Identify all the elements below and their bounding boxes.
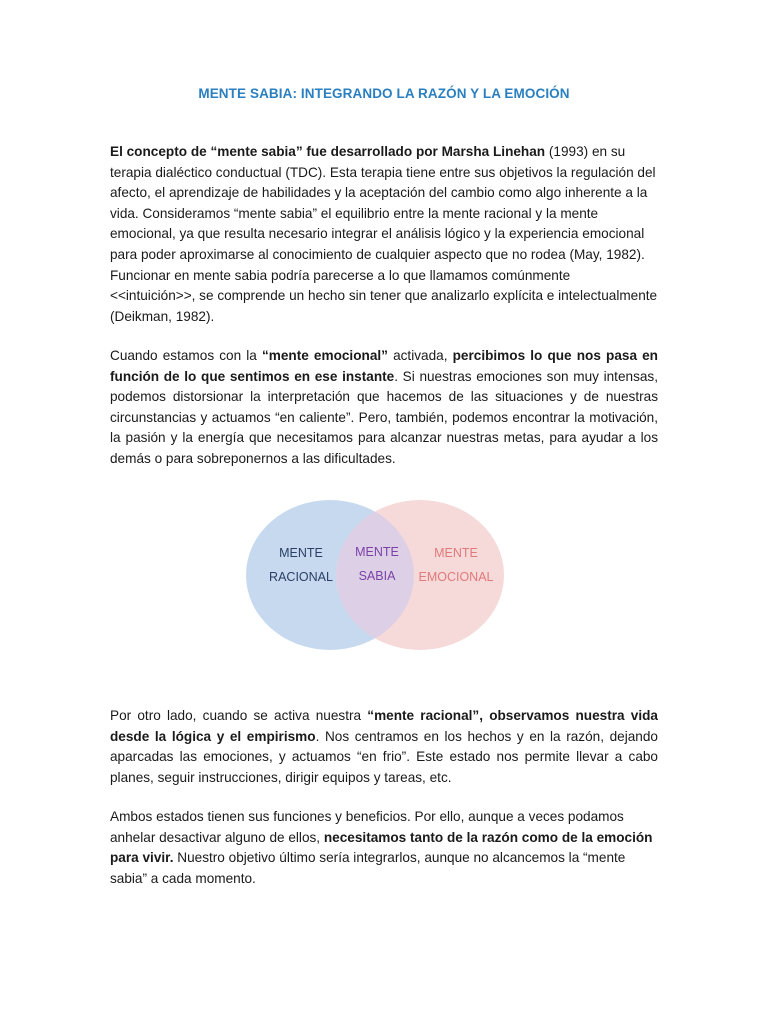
venn-label-rational-line1: MENTE: [279, 546, 323, 560]
paragraph-rational-mind: [110, 706, 658, 788]
bold-span: “mente racional”, observamos nuestra vida desde la lógica y el empirismo: [110, 708, 658, 744]
text-span: Cuando estamos con la: [110, 348, 262, 363]
text-span: Por otro lado, cuando se activa nuestra: [110, 708, 368, 723]
venn-label-emotional-line1: MENTE: [434, 546, 478, 560]
document-title: MENTE SABIA: INTEGRANDO LA RAZÓN Y LA EMOCIÓN: [198, 86, 570, 101]
text-span: . Si nuestras emociones son muy intensas, podemos distorsionar la interpretación que hacemos de las situaciones y de nuestras circunstancias y actuamos “en caliente”. Pero, también, podemos encontrar la motivación, la pasión y la energía que necesitamos para alcanzar nuestras metas, para ayudar a los demás o para sobreponernos a las dificultades.: [110, 368, 658, 466]
bold-span: percibimos lo que nos pasa en función de lo que sentimos en ese instante: [110, 348, 658, 384]
text-span: Ambos estados tienen sus funciones y beneficios. Por ello, aunque a veces podamos anhelar desactivar alguno de ellos,: [110, 809, 624, 845]
bold-span: necesitamos tanto de la razón como de la emoción para vivir.: [110, 829, 653, 866]
text-span: . Nos centramos en los hechos y en la razón, dejando aparcadas las emociones, y actuamos “en frio”. Este estado nos permite llevar a cabo planes, seguir instrucciones, dirigir equipos y tareas, etc.: [110, 728, 658, 785]
paragraph-emotional-mind: [110, 346, 658, 470]
paragraph-conclusion: [110, 807, 658, 889]
paragraph-intro: [110, 142, 658, 327]
text-span: Nuestro objetivo último sería integrarlos, aunque no alcancemos la “mente sabia” a cada momento.: [110, 850, 626, 886]
venn-label-wise-line2: SABIA: [358, 569, 396, 583]
text-span: activada,: [387, 348, 453, 363]
bold-span: “mente emocional”: [261, 348, 388, 363]
venn-label-emotional-line2: EMOCIONAL: [418, 570, 494, 584]
venn-label-rational-line2: RACIONAL: [269, 570, 333, 584]
text-span: (1993) en su terapia dialéctico conductual (TDC). Esta terapia tiene entre sus objetivos la regulación del afecto, el aprendizaje de habilidades y la aceptación del cambio como algo inherente a la vida. Consideramos “mente sabia” el equilibrio entre la mente racional y la mente emocional, ya que resulta necesario integrar el análisis lógico y la experiencia emocional para poder aproximarse al conocimiento de cualquier aspecto que no rodea (May, 1982). Funcionar en mente sabia podría parecerse a lo que llamamos comúnmente <<intuición>>, se comprende un hecho sin tener que analizarlo explícita e intelectualmente (Deikman, 1982).: [110, 144, 658, 324]
bold-span: El concepto de “mente sabia” fue desarrollado por Marsha Linehan: [110, 144, 546, 159]
venn-diagram: [246, 500, 506, 650]
venn-label-wise-line1: MENTE: [355, 545, 399, 559]
